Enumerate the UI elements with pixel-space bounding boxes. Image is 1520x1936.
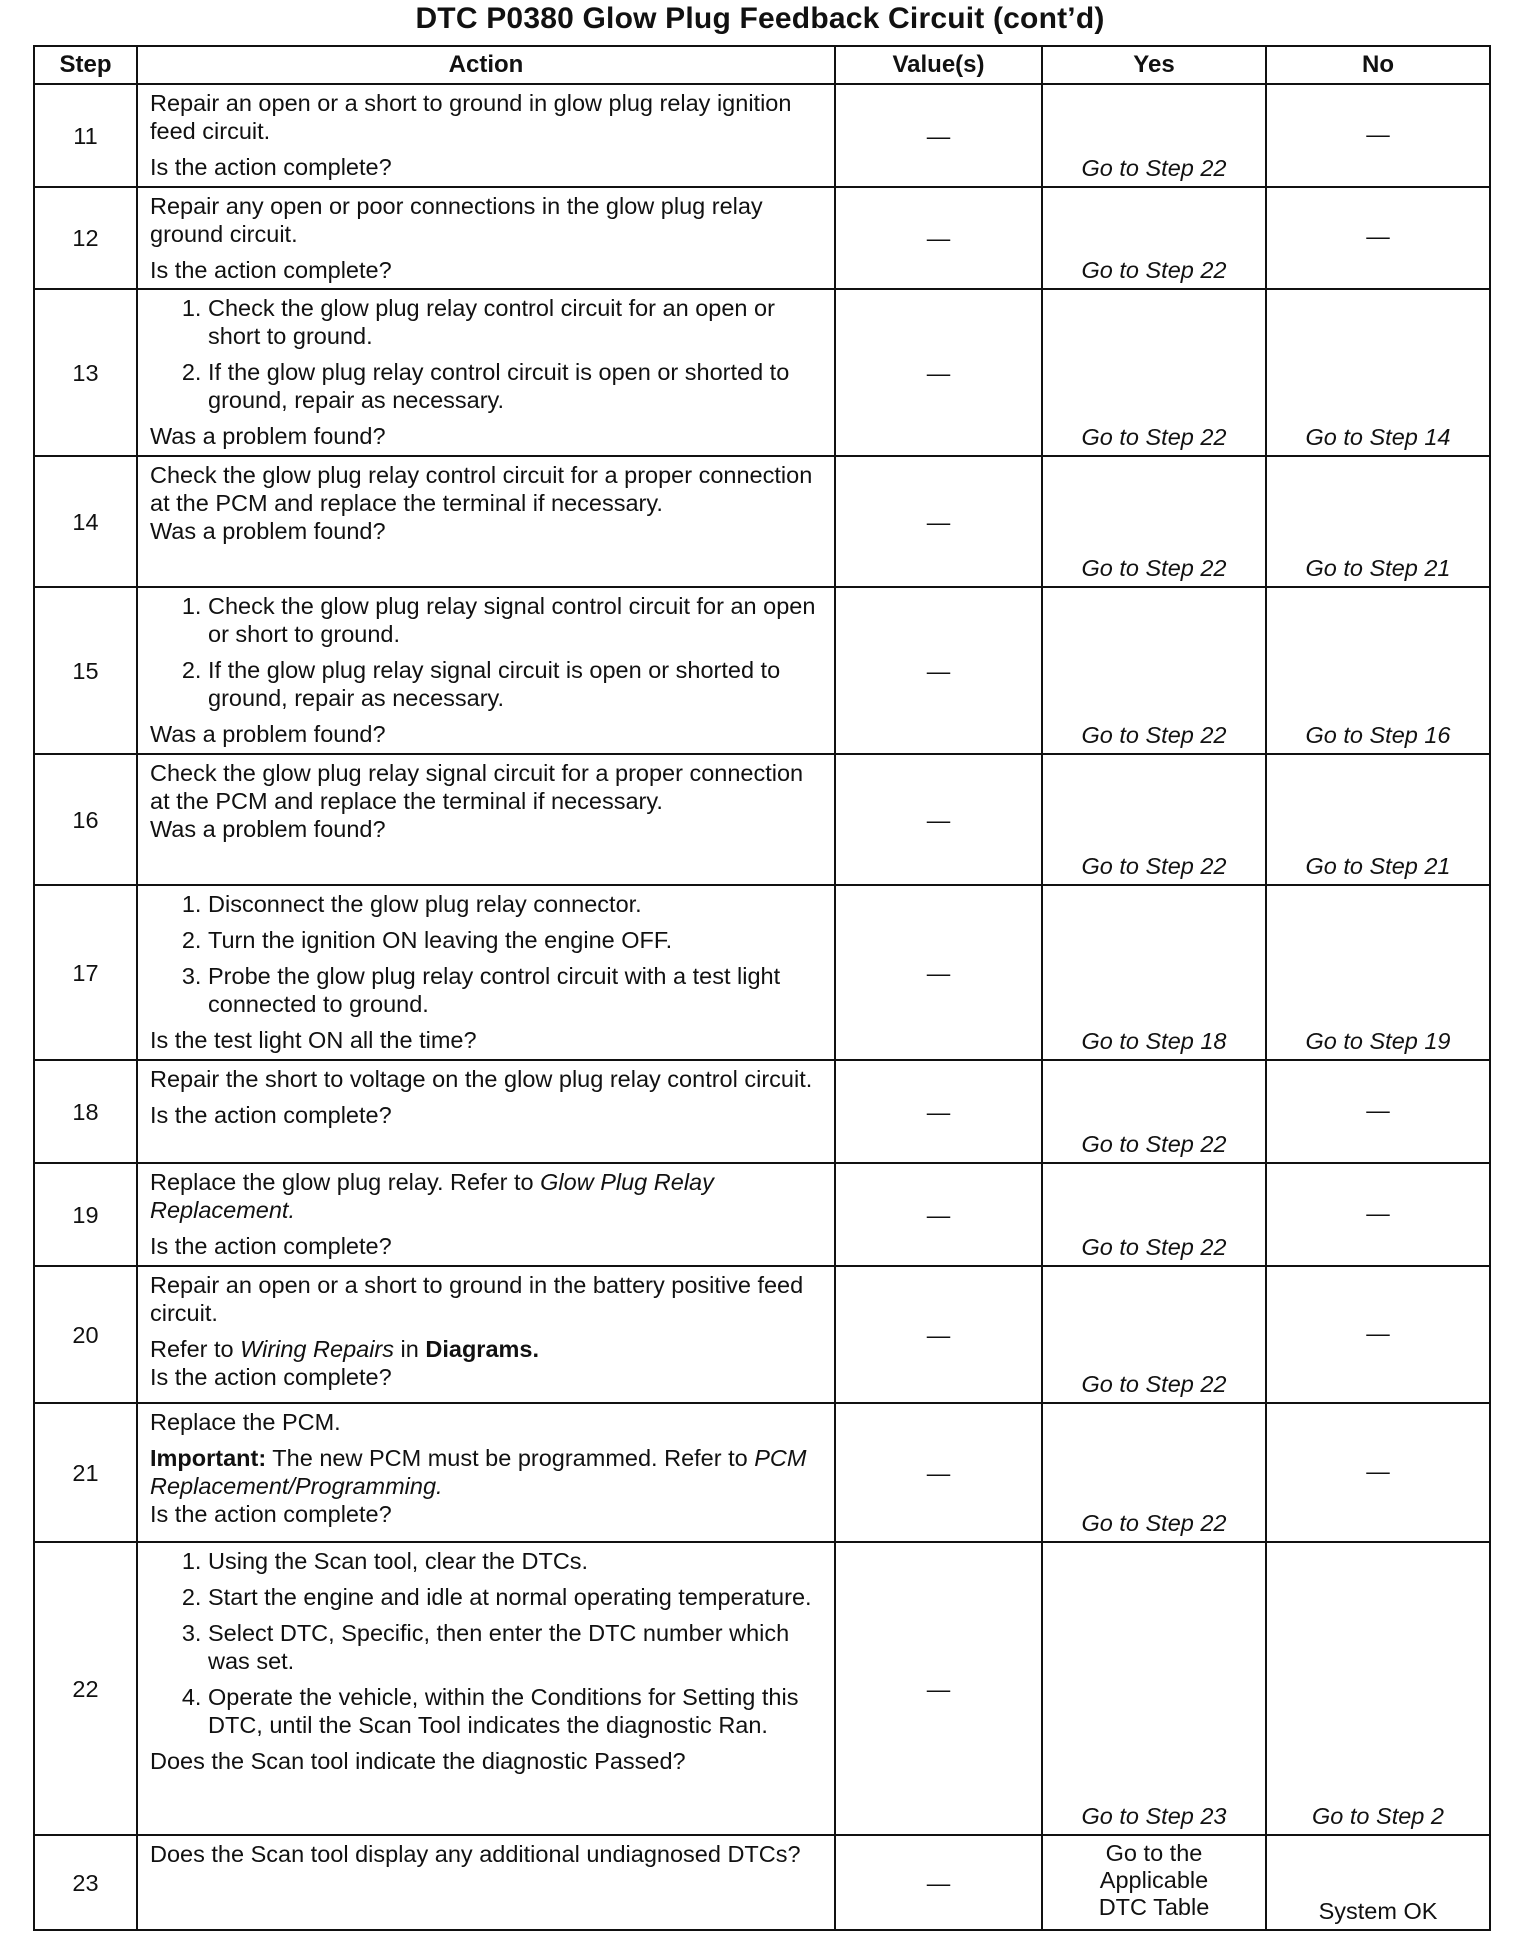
yes-cell: Go to Step 23 xyxy=(1042,1542,1266,1835)
table-row xyxy=(34,456,1490,587)
action-list xyxy=(150,1547,826,1739)
table-row xyxy=(34,1542,1490,1835)
yes-cell xyxy=(1042,1835,1266,1930)
action-cell xyxy=(137,754,835,885)
value-cell: — xyxy=(835,1163,1042,1266)
yes-cell: Go to Step 22 xyxy=(1042,289,1266,456)
action-question: Was a problem found? xyxy=(150,518,386,544)
no-cell: System OK xyxy=(1266,1835,1490,1930)
action-list xyxy=(150,890,826,1018)
action-text: Replace the PCM. xyxy=(150,1409,341,1435)
value-cell: — xyxy=(835,456,1042,587)
action-list xyxy=(150,592,826,712)
step-number: 20 xyxy=(34,1266,137,1403)
no-cell: — xyxy=(1266,1266,1490,1403)
step-number: 19 xyxy=(34,1163,137,1266)
list-item: 4. Operate the vehicle, within the Conditions for Setting this DTC, until the Scan Tool indicates the diagnostic Ran. xyxy=(208,1683,826,1739)
yes-line: Applicable xyxy=(1099,1867,1209,1893)
action-question: Is the action complete? xyxy=(150,1364,392,1390)
action-cell xyxy=(137,1835,835,1930)
no-cell: — xyxy=(1266,84,1490,187)
yes-cell: Go to Step 22 xyxy=(1042,1060,1266,1163)
value-cell: — xyxy=(835,754,1042,885)
important-note xyxy=(150,1444,826,1500)
action-cell xyxy=(137,587,835,754)
value-cell: — xyxy=(835,1266,1042,1403)
header-step: Step xyxy=(34,46,137,84)
yes-cell: Go to Step 22 xyxy=(1042,1403,1266,1542)
table-row xyxy=(34,885,1490,1060)
value-cell: — xyxy=(835,1060,1042,1163)
list-item: 3. Probe the glow plug relay control circuit with a test light connected to ground. xyxy=(208,962,826,1018)
action-cell xyxy=(137,187,835,289)
list-item: 1. Check the glow plug relay control circuit for an open or short to ground. xyxy=(208,294,826,350)
yes-cell: Go to Step 22 xyxy=(1042,587,1266,754)
no-cell: — xyxy=(1266,1403,1490,1542)
header-value: Value(s) xyxy=(835,46,1042,84)
step-number: 13 xyxy=(34,289,137,456)
list-item: 1. Using the Scan tool, clear the DTCs. xyxy=(208,1547,826,1575)
yes-line: DTC Table xyxy=(1098,1894,1210,1920)
reference-link-text: Glow Plug Relay Replacement. xyxy=(150,1169,714,1223)
header-action: Action xyxy=(137,46,835,84)
table-row xyxy=(34,187,1490,289)
table-row xyxy=(34,1266,1490,1403)
action-question: Is the action complete? xyxy=(150,1501,392,1527)
table-row xyxy=(34,289,1490,456)
header-row xyxy=(34,46,1490,84)
page-title: DTC P0380 Glow Plug Feedback Circuit (cont’d) xyxy=(415,2,1105,35)
action-cell xyxy=(137,456,835,587)
reference-section: Diagrams. xyxy=(425,1336,540,1362)
no-cell: Go to Step 21 xyxy=(1266,456,1490,587)
action-question: Was a problem found? xyxy=(150,816,386,842)
value-cell: — xyxy=(835,289,1042,456)
action-text: Check the glow plug relay control circuit for a proper connection at the PCM and replace the terminal if necessary. xyxy=(150,462,813,516)
no-cell: — xyxy=(1266,1163,1490,1266)
action-text: Repair an open or a short to ground in the battery positive feed circuit. xyxy=(150,1272,804,1326)
action-text-part: Refer to xyxy=(150,1336,241,1362)
step-number: 16 xyxy=(34,754,137,885)
list-item: 3. Select DTC, Specific, then enter the DTC number which was set. xyxy=(208,1619,826,1675)
action-question: Was a problem found? xyxy=(150,721,386,747)
action-text-part: The new PCM must be programmed. Refer to xyxy=(266,1445,755,1471)
table-row xyxy=(34,1163,1490,1266)
step-number: 21 xyxy=(34,1403,137,1542)
action-text: Repair any open or poor connections in the glow plug relay ground circuit. xyxy=(150,193,763,247)
action-reference xyxy=(150,1335,826,1363)
action-question: Is the action complete? xyxy=(150,154,392,180)
action-text: Repair an open or a short to ground in glow plug relay ignition feed circuit. xyxy=(150,90,792,144)
action-cell xyxy=(137,1163,835,1266)
no-cell: — xyxy=(1266,187,1490,289)
list-item: 2. If the glow plug relay signal circuit is open or shorted to ground, repair as necessary. xyxy=(208,656,826,712)
action-question: Is the action complete? xyxy=(150,1102,392,1128)
important-label: Important: xyxy=(150,1445,267,1471)
yes-cell: Go to Step 22 xyxy=(1042,84,1266,187)
action-cell xyxy=(137,1060,835,1163)
action-text xyxy=(150,1168,826,1224)
value-cell: — xyxy=(835,587,1042,754)
action-question: Is the test light ON all the time? xyxy=(150,1027,477,1053)
table-row xyxy=(34,84,1490,187)
value-cell: — xyxy=(835,1835,1042,1930)
table-row xyxy=(34,587,1490,754)
action-text-part: Replace the glow plug relay. Refer to xyxy=(150,1169,541,1195)
reference-link-text: PCM Replacement/Programming. xyxy=(150,1445,807,1499)
header-yes: Yes xyxy=(1042,46,1266,84)
list-item: 2. If the glow plug relay control circuit is open or shorted to ground, repair as necessary. xyxy=(208,358,826,414)
yes-cell: Go to Step 22 xyxy=(1042,456,1266,587)
step-number: 18 xyxy=(34,1060,137,1163)
action-cell xyxy=(137,84,835,187)
list-item: 1. Check the glow plug relay signal control circuit for an open or short to ground. xyxy=(208,592,826,648)
action-text: Repair the short to voltage on the glow plug relay control circuit. xyxy=(150,1066,813,1092)
no-cell: Go to Step 2 xyxy=(1266,1542,1490,1835)
table-row xyxy=(34,1835,1490,1930)
value-cell: — xyxy=(835,187,1042,289)
table-row xyxy=(34,1403,1490,1542)
yes-cell: Go to Step 22 xyxy=(1042,1163,1266,1266)
action-cell xyxy=(137,1403,835,1542)
yes-cell: Go to Step 22 xyxy=(1042,187,1266,289)
action-list xyxy=(150,294,826,414)
list-item: 2. Turn the ignition ON leaving the engine OFF. xyxy=(208,926,826,954)
header-no: No xyxy=(1266,46,1490,84)
no-cell: — xyxy=(1266,1060,1490,1163)
list-item: 2. Start the engine and idle at normal operating temperature. xyxy=(208,1583,826,1611)
action-text-part: in xyxy=(394,1336,426,1362)
yes-cell: Go to Step 22 xyxy=(1042,1266,1266,1403)
action-cell xyxy=(137,1542,835,1835)
action-question: Is the action complete? xyxy=(150,1233,392,1259)
no-cell: Go to Step 16 xyxy=(1266,587,1490,754)
action-question: Does the Scan tool indicate the diagnostic Passed? xyxy=(150,1748,686,1774)
step-number: 22 xyxy=(34,1542,137,1835)
action-cell xyxy=(137,1266,835,1403)
no-cell: Go to Step 21 xyxy=(1266,754,1490,885)
list-item: 1. Disconnect the glow plug relay connector. xyxy=(208,890,826,918)
no-cell: Go to Step 19 xyxy=(1266,885,1490,1060)
yes-line: Go to the xyxy=(1105,1840,1203,1866)
value-cell: — xyxy=(835,1542,1042,1835)
step-number: 23 xyxy=(34,1835,137,1930)
table-row xyxy=(34,1060,1490,1163)
reference-link-text: Wiring Repairs xyxy=(240,1336,395,1362)
step-number: 15 xyxy=(34,587,137,754)
yes-cell: Go to Step 18 xyxy=(1042,885,1266,1060)
action-question: Is the action complete? xyxy=(150,257,392,283)
value-cell: — xyxy=(835,84,1042,187)
step-number: 12 xyxy=(34,187,137,289)
value-cell: — xyxy=(835,1403,1042,1542)
step-number: 17 xyxy=(34,885,137,1060)
step-number: 11 xyxy=(34,84,137,187)
table-row xyxy=(34,754,1490,885)
yes-cell: Go to Step 22 xyxy=(1042,754,1266,885)
diagnostic-table xyxy=(33,45,1491,1931)
action-question: Does the Scan tool display any additional undiagnosed DTCs? xyxy=(150,1841,801,1867)
action-cell xyxy=(137,885,835,1060)
action-question: Was a problem found? xyxy=(150,423,386,449)
value-cell: — xyxy=(835,885,1042,1060)
step-number: 14 xyxy=(34,456,137,587)
no-cell: Go to Step 14 xyxy=(1266,289,1490,456)
action-text: Check the glow plug relay signal circuit for a proper connection at the PCM and replace the terminal if necessary. xyxy=(150,760,804,814)
action-cell xyxy=(137,289,835,456)
